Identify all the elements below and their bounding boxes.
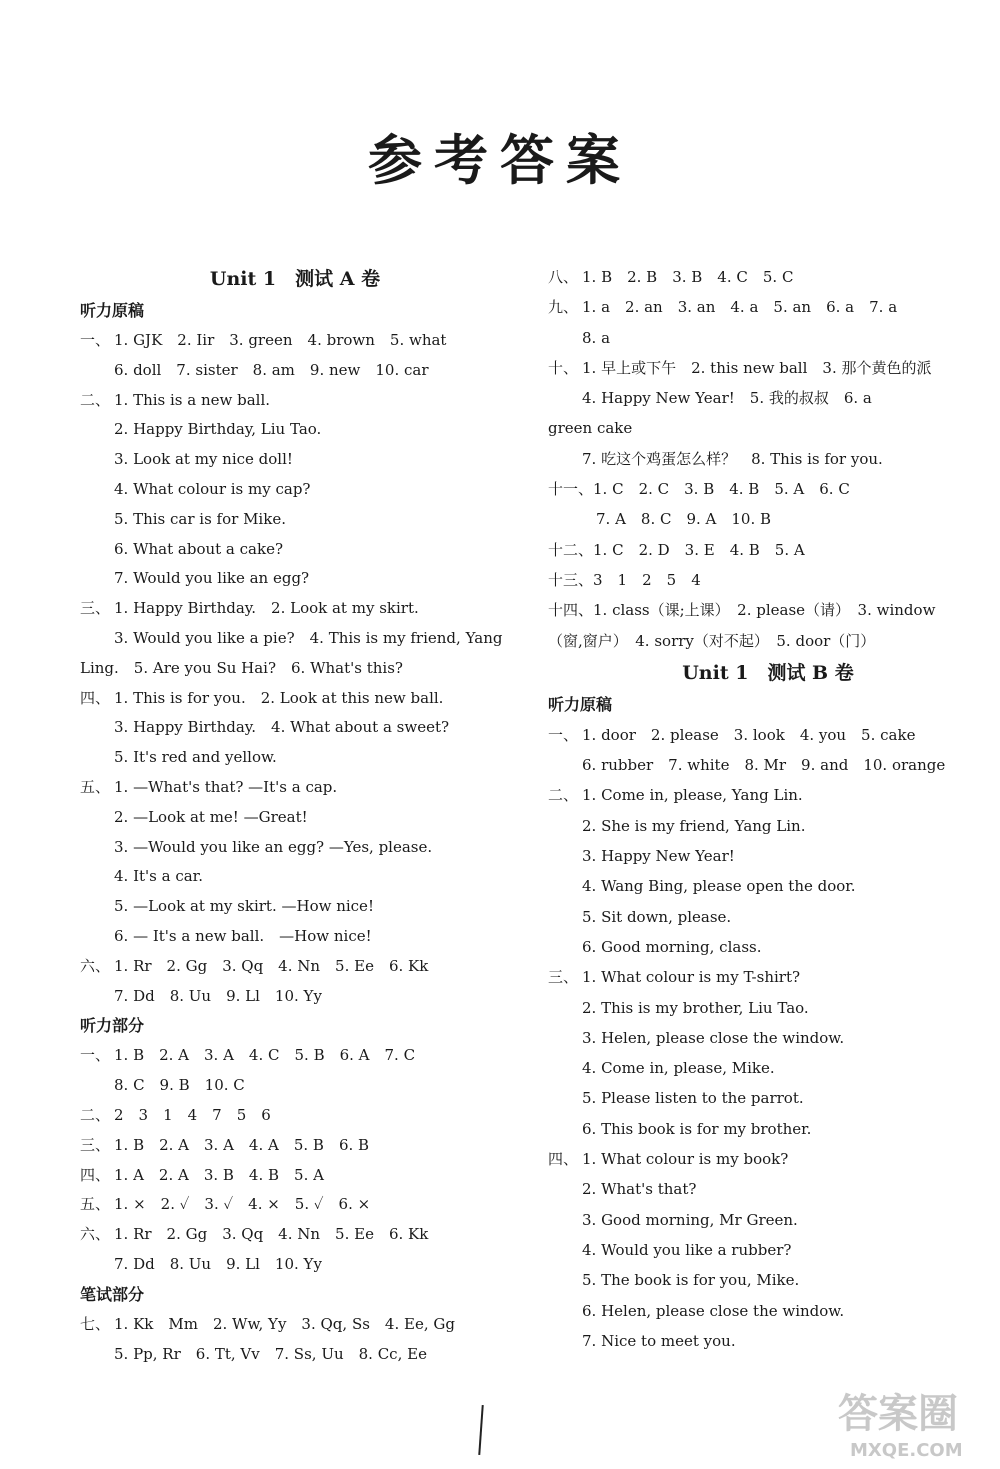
- answer-line: [80, 386, 510, 416]
- answer-line: 4. Would you like a rubber?: [582, 1240, 792, 1259]
- question-number: 一、: [548, 725, 579, 744]
- right-answers: [548, 262, 988, 1356]
- unit-title-a: Unit 1 测试 A 卷: [209, 268, 381, 290]
- question-number: 十、: [548, 358, 579, 377]
- answer-text: 1. Rr 2. Gg 3. Qq 4. Nn 5. Ee 6. Kk: [114, 956, 429, 975]
- answer-line: 5. Please listen to the parrot.: [582, 1089, 804, 1108]
- answer-line: 3. Helen, please close the window.: [582, 1028, 845, 1047]
- answer-line: 5. Sit down, please.: [582, 907, 732, 926]
- answer-line: 4. Come in, please, Mike.: [582, 1059, 775, 1078]
- answer-text: 1. Happy Birthday. 2. Look at my skirt.: [114, 599, 419, 618]
- answer-text: 1. What colour is my book?: [582, 1150, 789, 1169]
- question-number: 一、: [80, 1046, 111, 1065]
- answer-line: 5. Pp, Rr 6. Tt, Vv 7. Ss, Uu 8. Cc, Ee: [114, 1344, 427, 1363]
- answer-line: 5. The book is for you, Mike.: [582, 1271, 800, 1290]
- answer-text: 1. This is a new ball.: [114, 390, 271, 409]
- answer-text: 1. —What's that? —It's a cap.: [114, 777, 338, 796]
- question-number: 二、: [548, 786, 579, 805]
- answer-line: [548, 353, 988, 383]
- answer-line: 8. C 9. B 10. C: [114, 1076, 245, 1095]
- question-number: 八、: [548, 268, 579, 286]
- answer-text: 1. This is for you. 2. Look at this new ball.: [114, 688, 444, 707]
- answer-line: 2. She is my friend, Yang Lin.: [582, 816, 806, 835]
- question-number: 五、: [80, 1195, 111, 1214]
- answer-line: [80, 1310, 510, 1340]
- answer-line: 6. rubber 7. white 8. Mr 9. and 10. orange: [582, 756, 946, 775]
- answer-line: 2. What's that?: [582, 1180, 697, 1199]
- answer-line: [548, 1144, 988, 1174]
- question-number: 六、: [80, 956, 111, 975]
- answer-text: 3 1 2 5 4: [593, 570, 701, 589]
- answer-line: [80, 1161, 510, 1191]
- answer-text: 1. a 2. an 3. an 4. a 5. an 6. a 7. a: [582, 298, 898, 317]
- left-column: [80, 262, 510, 1369]
- question-number: 四、: [80, 1165, 111, 1184]
- left-answers: [80, 296, 510, 1369]
- question-number: 四、: [80, 688, 111, 707]
- answer-line: 4. Wang Bing, please open the door.: [582, 877, 856, 896]
- answer-line: 5. —Look at my skirt. —How nice!: [114, 897, 374, 916]
- question-number: 四、: [548, 1150, 579, 1169]
- answer-line: 5. This car is for Mike.: [114, 509, 286, 528]
- answer-line-continued: green cake: [548, 419, 633, 438]
- answer-line-continued: Ling. 5. Are you Su Hai? 6. What's this?: [80, 658, 403, 677]
- answer-line: [80, 1220, 510, 1250]
- section-heading: 笔试部分: [80, 1284, 145, 1304]
- answer-line: [80, 1190, 510, 1220]
- answer-text: 1. door 2. please 3. look 4. you 5. cake: [582, 725, 916, 744]
- answer-line: [80, 1041, 510, 1071]
- answer-line: [548, 292, 988, 322]
- answer-line: 5. It's red and yellow.: [114, 748, 277, 767]
- answer-line: 3. Good morning, Mr Green.: [582, 1210, 798, 1229]
- answer-line: 6. — It's a new ball. —How nice!: [114, 926, 372, 945]
- answer-line: 2. This is my brother, Liu Tao.: [582, 998, 809, 1017]
- answer-line: 3. Look at my nice doll!: [114, 450, 293, 469]
- watermark-logo: 答案圈: [838, 1391, 958, 1437]
- answer-text: 1. What colour is my T-shirt?: [582, 968, 801, 987]
- answer-text: 1. A 2. A 3. B 4. B 5. A: [114, 1165, 324, 1184]
- answer-line: 7. Dd 8. Uu 9. Ll 10. Yy: [114, 986, 322, 1005]
- answer-line: 3. Would you like a pie? 4. This is my friend, Yang: [114, 628, 503, 647]
- answer-line: 2. —Look at me! —Great!: [114, 807, 308, 826]
- answer-text: 1. × 2. ✓ 3. ✓ 4. × 5. ✓ 6. ×: [114, 1195, 371, 1214]
- answer-line: [80, 326, 510, 356]
- question-number: 一、: [80, 331, 111, 349]
- answer-line: 3. Happy Birthday. 4. What about a sweet?: [114, 718, 450, 737]
- section-heading: 听力原稿: [548, 694, 613, 714]
- question-number: 二、: [80, 390, 111, 409]
- answer-text: 1. Kk Mm 2. Ww, Yy 3. Qq, Ss 4. Ee, Gg: [114, 1314, 455, 1333]
- page-spine-line: [478, 1405, 483, 1455]
- answer-line: 7. Dd 8. Uu 9. Ll 10. Yy: [114, 1254, 322, 1273]
- section-heading: 听力原稿: [80, 301, 145, 320]
- question-number: 七、: [80, 1314, 111, 1333]
- question-number: 十二、: [548, 540, 594, 559]
- question-number: 三、: [548, 968, 579, 987]
- answer-text: 1. B 2. A 3. A 4. A 5. B 6. B: [114, 1135, 370, 1154]
- question-number: 六、: [80, 1225, 111, 1244]
- answer-line: 8. a: [582, 328, 611, 347]
- answer-line: 7. Would you like an egg?: [114, 569, 310, 588]
- answer-line: 6. This book is for my brother.: [582, 1119, 812, 1138]
- section-heading: 听力部分: [80, 1016, 145, 1036]
- answer-line: 6. What about a cake?: [114, 539, 283, 558]
- answer-line: [80, 1131, 510, 1161]
- answer-line: 4. It's a car.: [114, 867, 203, 886]
- question-number: 二、: [80, 1105, 111, 1124]
- answer-line: [548, 262, 988, 292]
- answer-line: [548, 962, 988, 992]
- answer-line: 7. A 8. C 9. A 10. B: [596, 510, 772, 529]
- answer-line: 6. doll 7. sister 8. am 9. new 10. car: [114, 360, 429, 379]
- answer-text: 1. 早上或下午 2. this new ball 3. 那个黄色的派: [582, 358, 932, 377]
- answer-line: [548, 565, 988, 595]
- answer-text: 2 3 1 4 7 5 6: [114, 1105, 271, 1124]
- answer-line: [548, 474, 988, 504]
- answer-line: [80, 684, 510, 714]
- answer-line: 6. Helen, please close the window.: [582, 1301, 845, 1320]
- answer-text: 1. GJK 2. Iir 3. green 4. brown 5. what: [114, 331, 447, 349]
- answer-line: [80, 1101, 510, 1131]
- answer-line: 3. —Would you like an egg? —Yes, please.: [114, 837, 433, 856]
- answer-line: 7. 吃这个鸡蛋怎么样？ 8. This is for you.: [582, 449, 883, 468]
- answer-line: 4. Happy New Year! 5. 我的叔叔 6. a: [582, 389, 872, 408]
- watermark-site: MXQE.COM: [850, 1440, 963, 1461]
- answer-line: 6. Good morning, class.: [582, 937, 762, 956]
- answer-line: 7. Nice to meet you.: [582, 1331, 736, 1350]
- question-number: 三、: [80, 1135, 111, 1154]
- answer-line: [80, 594, 510, 624]
- answer-line: 2. Happy Birthday, Liu Tao.: [114, 420, 322, 439]
- answer-line: 4. What colour is my cap?: [114, 479, 311, 498]
- question-number: 十三、: [548, 570, 594, 589]
- question-number: 九、: [548, 298, 579, 317]
- answer-text: 1. B 2. A 3. A 4. C 5. B 6. A 7. C: [114, 1046, 416, 1065]
- answer-text: 1. Come in, please, Yang Lin.: [582, 786, 803, 805]
- question-number: 十四、: [548, 601, 594, 620]
- answer-text: 1. class（课;上课） 2. please（请） 3. window: [593, 601, 936, 620]
- answer-line: [548, 595, 988, 625]
- answer-text: 1. C 2. D 3. E 4. B 5. A: [593, 540, 805, 559]
- answer-line-continued: （窗,窗户） 4. sorry（对不起） 5. door（门）: [548, 631, 876, 650]
- answer-line: [548, 720, 988, 750]
- unit-title-b: Unit 1 测试 B 卷: [682, 661, 854, 684]
- answer-text: 1. Rr 2. Gg 3. Qq 4. Nn 5. Ee 6. Kk: [114, 1225, 429, 1244]
- question-number: 十一、: [548, 480, 594, 499]
- answer-line: [548, 780, 988, 810]
- answer-line: [548, 535, 988, 565]
- question-number: 五、: [80, 777, 111, 796]
- answer-text: 1. B 2. B 3. B 4. C 5. C: [582, 268, 794, 286]
- page-title: 参考答案: [368, 128, 632, 192]
- right-column: [548, 262, 988, 1356]
- answer-text: 1. C 2. C 3. B 4. B 5. A 6. C: [593, 480, 850, 499]
- answer-line: 3. Happy New Year!: [582, 847, 735, 866]
- question-number: 三、: [80, 599, 111, 618]
- answer-line: [80, 952, 510, 982]
- answer-line: [80, 773, 510, 803]
